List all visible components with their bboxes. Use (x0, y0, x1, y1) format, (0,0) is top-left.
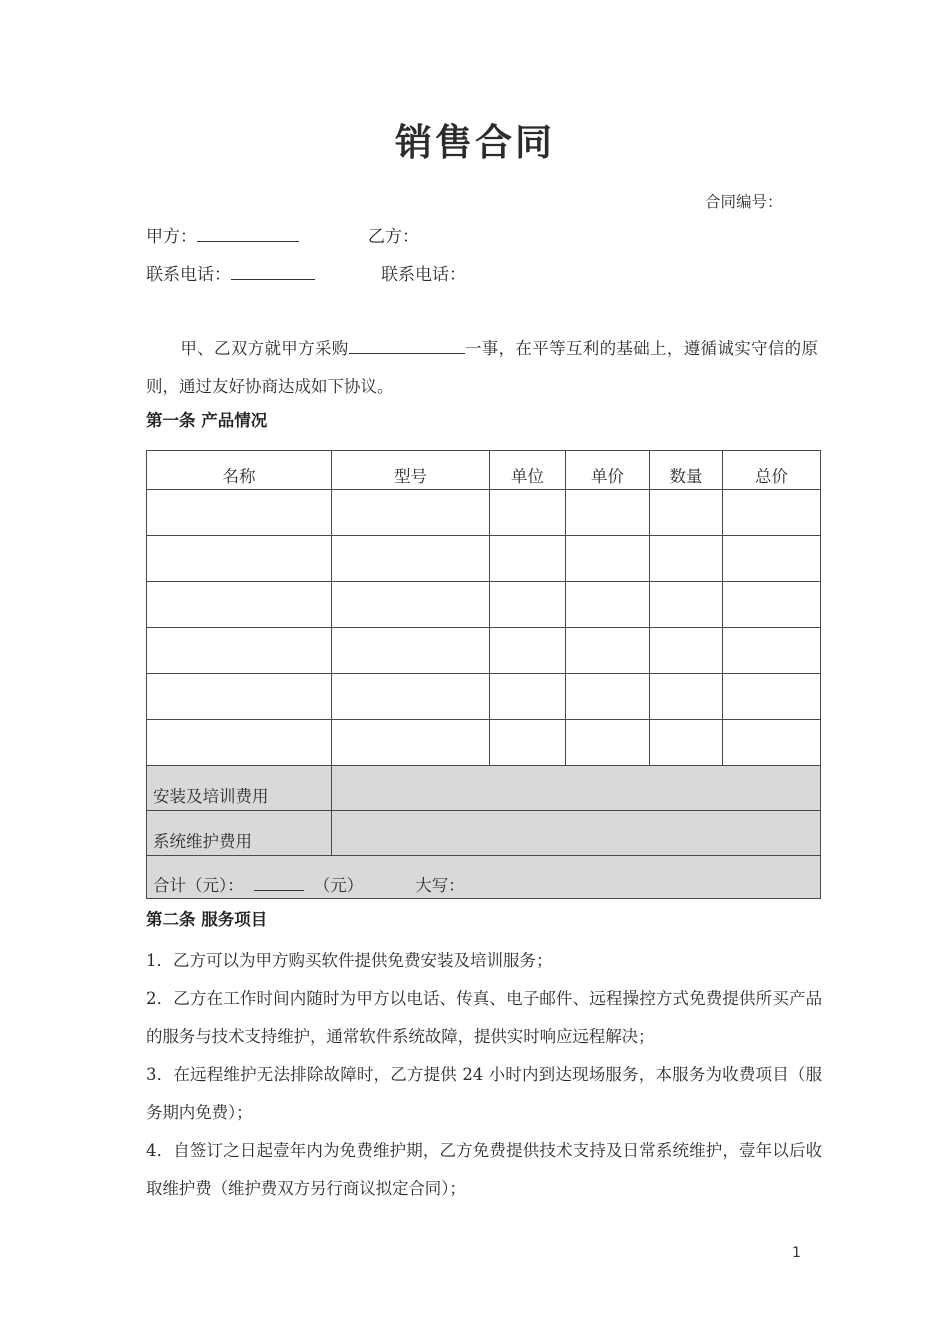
system-maintenance-fee-value[interactable] (332, 811, 821, 856)
column-header-name: 名称 (147, 451, 332, 490)
party-a-phone-input[interactable] (231, 264, 315, 280)
cell-unit[interactable] (490, 582, 566, 628)
column-header-unit-price: 单价 (566, 451, 650, 490)
table-header-row (147, 451, 821, 490)
cell-name[interactable] (147, 582, 332, 628)
table-row (147, 536, 821, 582)
party-phones-row (146, 260, 846, 298)
page-title: 销售合同 (395, 121, 555, 164)
product-table (146, 450, 821, 899)
party-a-phone-label: 联系电话： (146, 265, 231, 285)
column-header-quantity: 数量 (650, 451, 723, 490)
party-b-phone-field (381, 260, 466, 285)
cell-name[interactable] (147, 628, 332, 674)
installation-training-fee-value[interactable] (332, 766, 821, 811)
cell-unit[interactable] (490, 720, 566, 766)
article-2-heading: 第二条 服务项目 (146, 910, 268, 929)
table-row (147, 490, 821, 536)
party-b-field (368, 222, 419, 247)
cell-name[interactable] (147, 674, 332, 720)
party-a-input[interactable] (197, 226, 299, 242)
cell-quantity[interactable] (650, 720, 723, 766)
cell-quantity[interactable] (650, 582, 723, 628)
table-row (147, 628, 821, 674)
cell-quantity[interactable] (650, 536, 723, 582)
contract-number-label: 合同编号： (705, 193, 783, 211)
service-item: 2．乙方在工作时间内随时为甲方以电话、传真、电子邮件、远程操控方式免费提供所买产品的服务与技术支持维护，通常软件系统故障，提供实时响应远程解决； (146, 989, 822, 1046)
party-b-phone-label: 联系电话： (381, 265, 466, 285)
cell-total-price[interactable] (723, 628, 821, 674)
cell-total-price[interactable] (723, 720, 821, 766)
party-b-label: 乙方： (368, 227, 419, 247)
cell-name[interactable] (147, 490, 332, 536)
cell-quantity[interactable] (650, 490, 723, 536)
table-row (147, 582, 821, 628)
table-row (147, 674, 821, 720)
cell-quantity[interactable] (650, 628, 723, 674)
party-names-row (146, 222, 846, 260)
column-header-unit: 单位 (490, 451, 566, 490)
party-a-phone-field (146, 260, 315, 285)
cell-name[interactable] (147, 720, 332, 766)
service-item: 4．自签订之日起壹年内为免费维护期，乙方免费提供技术支持及日常系统维护，壹年以后收取维护费（维护费双方另行商议拟定合同）； (146, 1141, 822, 1198)
purchase-item-input[interactable] (349, 338, 465, 354)
system-maintenance-fee-row (147, 811, 821, 856)
cell-model[interactable] (332, 628, 490, 674)
cell-unit-price[interactable] (566, 536, 650, 582)
cell-model[interactable] (332, 582, 490, 628)
total-amount-row (147, 856, 821, 899)
service-item: 3．在远程维护无法排除故障时，乙方提供 24 小时内到达现场服务，本服务为收费项目（服务期内免费）； (146, 1065, 822, 1122)
cell-name[interactable] (147, 536, 332, 582)
installation-training-fee-label: 安装及培训费用 (147, 766, 332, 811)
total-amount-cell (147, 856, 821, 899)
intro-text-part1: 甲、乙双方就甲方采购 (180, 339, 349, 358)
service-items-list (146, 942, 822, 1208)
cell-unit-price[interactable] (566, 720, 650, 766)
party-information-block (146, 222, 846, 298)
uppercase-amount-label: 大写： (415, 876, 465, 895)
cell-unit[interactable] (490, 674, 566, 720)
cell-unit-price[interactable] (566, 490, 650, 536)
intro-text-part2: 一事，在平等互利的基础上，遵循诚实守信的原则，通过友好协商达成如下协议。 (146, 339, 818, 396)
cell-total-price[interactable] (723, 674, 821, 720)
cell-total-price[interactable] (723, 582, 821, 628)
cell-quantity[interactable] (650, 674, 723, 720)
page-number: 1 (792, 1245, 801, 1261)
cell-unit-price[interactable] (566, 582, 650, 628)
cell-unit-price[interactable] (566, 628, 650, 674)
intro-paragraph (146, 330, 818, 406)
cell-model[interactable] (332, 720, 490, 766)
cell-model[interactable] (332, 490, 490, 536)
cell-model[interactable] (332, 536, 490, 582)
total-label: 合计（元）： (153, 876, 244, 895)
party-a-field (146, 222, 299, 247)
cell-total-price[interactable] (723, 490, 821, 536)
table-row (147, 720, 821, 766)
party-a-label: 甲方： (146, 227, 197, 247)
cell-unit-price[interactable] (566, 674, 650, 720)
cell-total-price[interactable] (723, 536, 821, 582)
article-1-heading: 第一条 产品情况 (146, 411, 268, 430)
column-header-total-price: 总价 (723, 451, 821, 490)
cell-unit[interactable] (490, 490, 566, 536)
total-amount-input[interactable] (254, 876, 304, 891)
installation-training-fee-row (147, 766, 821, 811)
cell-unit[interactable] (490, 628, 566, 674)
cell-model[interactable] (332, 674, 490, 720)
service-item: 1．乙方可以为甲方购买软件提供免费安装及培训服务； (146, 951, 553, 970)
total-unit-label: （元） (313, 876, 364, 895)
cell-unit[interactable] (490, 536, 566, 582)
system-maintenance-fee-label: 系统维护费用 (147, 811, 332, 856)
column-header-model: 型号 (332, 451, 490, 490)
